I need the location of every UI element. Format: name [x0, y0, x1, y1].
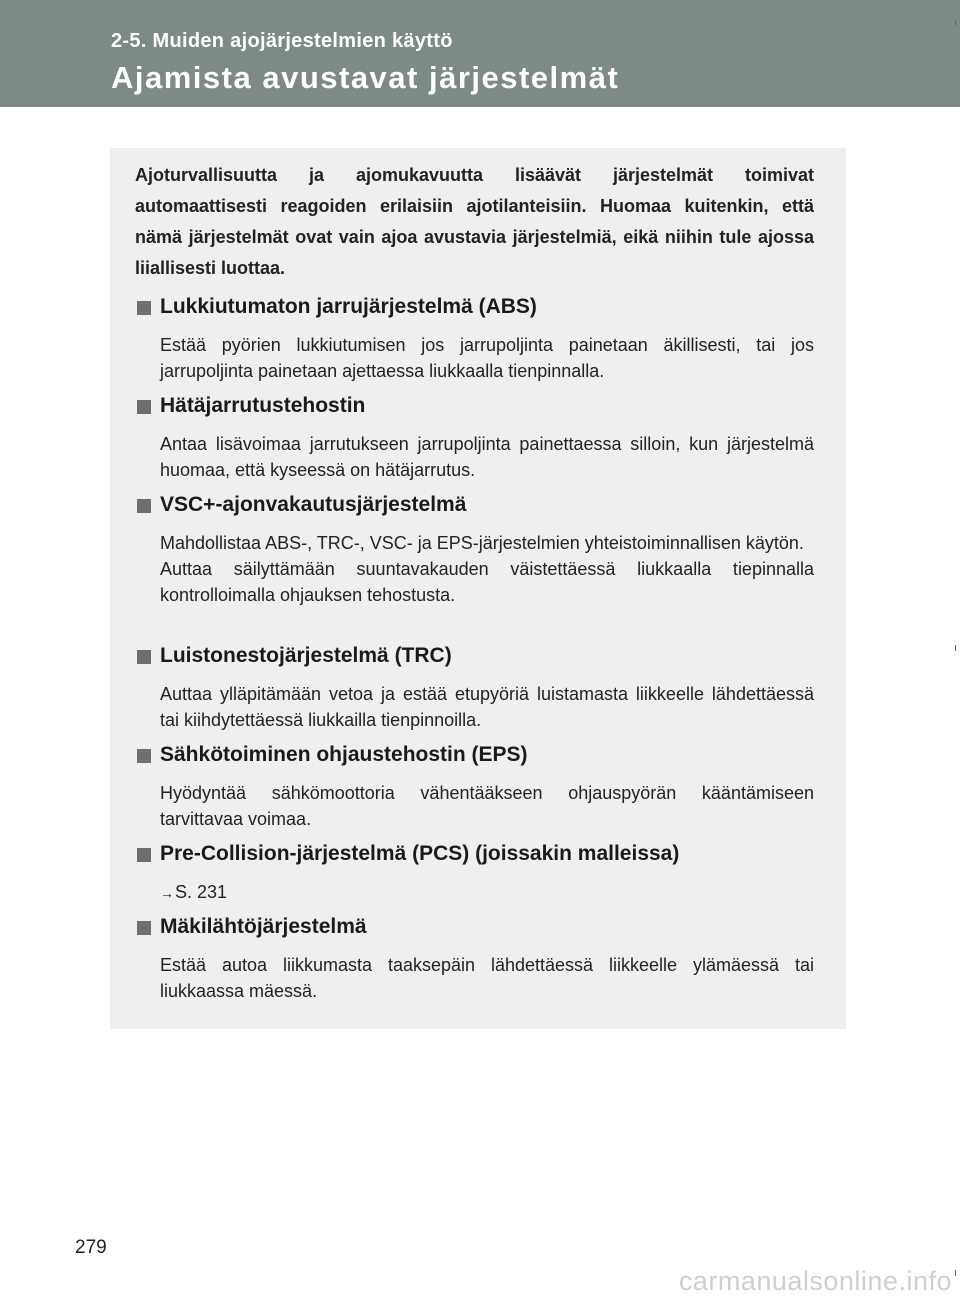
section-title: Luistonestojärjestelmä (TRC): [160, 644, 452, 667]
square-bullet-icon: [137, 499, 151, 513]
chapter-header: [0, 0, 960, 107]
section-body: [160, 332, 814, 384]
section-pcs: [135, 842, 814, 906]
section-body: [160, 879, 814, 906]
section-title: Mäkilähtöjärjestelmä: [160, 915, 367, 938]
section-paragraph: Auttaa säilyttämään suuntavakauden väistettäessä liukkaalla tiepinnalla kontrolloimalla ohjauksen tehostusta.: [160, 559, 814, 605]
section-hill-start: [135, 915, 814, 1004]
page-reference[interactable]: [160, 879, 814, 906]
section-paragraph: Antaa lisävoimaa jarrutukseen jarrupoljinta painettaessa silloin, kun järjestelmä huomaa, että kyseessä on hätäjarrutus.: [160, 434, 814, 480]
arrow-right-icon: →: [160, 885, 174, 901]
section-body: [160, 681, 814, 733]
crop-mark: [955, 645, 956, 651]
section-title: Hätäjarrutustehostin: [160, 394, 366, 417]
page-number: 279: [75, 1237, 107, 1258]
crop-mark: [955, 1270, 956, 1276]
section-title: Lukkiutumaton jarrujärjestelmä (ABS): [160, 295, 537, 318]
square-bullet-icon: [137, 400, 151, 414]
section-title: Sähkötoiminen ohjaustehostin (EPS): [160, 743, 528, 766]
square-bullet-icon: [137, 749, 151, 763]
section-heading: [135, 493, 814, 523]
square-bullet-icon: [137, 921, 151, 935]
square-bullet-icon: [137, 301, 151, 315]
square-bullet-icon: [137, 650, 151, 664]
watermark: carmanualsonline.info: [678, 1266, 952, 1296]
section-abs: [135, 295, 814, 384]
section-paragraph: Estää pyörien lukkiutumisen jos jarrupoljinta painetaan äkillisesti, tai jos jarrupoljinta painetaan ajettaessa liukkaalla tienpinnalla.: [160, 335, 814, 381]
section-heading: [135, 644, 814, 674]
page-title: Ajamista avustavat järjestelmät: [111, 60, 620, 95]
section-paragraph: Estää autoa liikkumasta taaksepäin lähdettäessä liikkeelle ylämäessä tai liukkaassa mäessä.: [160, 955, 814, 1001]
section-eps: [135, 743, 814, 832]
section-heading: [135, 743, 814, 773]
section-label: 2-5. Muiden ajojärjestelmien käyttö: [111, 30, 453, 52]
section-title: VSC+-ajonvakautusjärjestelmä: [160, 493, 467, 516]
section-heading: [135, 842, 814, 872]
section-paragraph: Mahdollistaa ABS-, TRC-, VSC- ja EPS-järjestelmien yhteistoiminnallisen käytön.: [160, 533, 804, 553]
section-body: [160, 530, 814, 608]
page-reference-text: S. 231: [175, 882, 228, 902]
section-heading: [135, 394, 814, 424]
section-heading: [135, 915, 814, 945]
section-body: [160, 431, 814, 483]
section-brake-assist: [135, 394, 814, 483]
intro-paragraph: Ajoturvallisuutta ja ajomukavuutta lisäävät järjestelmät toimivat automaattisesti reagoiden erilaisiin ajotilanteisiin. Huomaa kuitenkin, että nämä järjestelmät ovat vain ajoa avustavia järjestelmiä, eikä niihin tule ajossa liiallisesti luottaa.: [135, 165, 814, 278]
section-paragraph: Hyödyntää sähkömoottoria vähentääkseen ohjauspyörän kääntämiseen tarvittavaa voimaa.: [160, 783, 814, 829]
crop-mark: [955, 20, 956, 26]
section-body: [160, 952, 814, 1004]
section-title: Pre-Collision-järjestelmä (PCS) (joissakin malleissa): [160, 842, 680, 865]
section-heading: [135, 295, 814, 325]
section-paragraph: Auttaa ylläpitämään vetoa ja estää etupyöriä luistamasta liikkeelle lähdettäessä tai kiihdytettäessä liukkailla tienpinnoilla.: [160, 684, 814, 730]
section-trc: [135, 644, 814, 733]
section-vsc: [135, 493, 814, 608]
square-bullet-icon: [137, 848, 151, 862]
section-body: [160, 780, 814, 832]
